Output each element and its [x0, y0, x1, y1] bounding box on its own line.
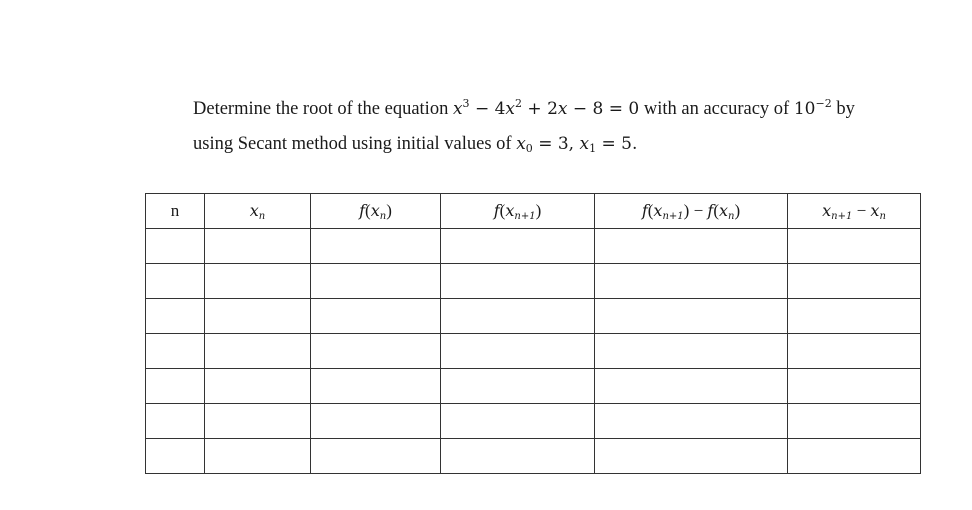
- problem-statement: [193, 86, 933, 166]
- header-symbol: f: [641, 200, 648, 220]
- header-subscript: n: [258, 210, 266, 222]
- table-cell: [788, 404, 921, 439]
- table-cell: [595, 299, 788, 334]
- table-cell: [311, 439, 441, 474]
- table-cell: [146, 264, 205, 299]
- header-paren: (: [365, 200, 371, 220]
- table-cell: [146, 439, 205, 474]
- table-row: [146, 404, 921, 439]
- header-f-xn: [311, 194, 441, 229]
- header-subscript: n: [879, 210, 886, 222]
- table-cell: [788, 229, 921, 264]
- table-cell: [311, 334, 441, 369]
- equation-term: − 8 = 0: [567, 99, 640, 119]
- table-cell: [205, 299, 311, 334]
- secant-method-table: [145, 193, 921, 474]
- table-cell: [205, 334, 311, 369]
- equation-variable: x: [452, 99, 463, 119]
- table-cell: [788, 264, 921, 299]
- header-subscript: n+1: [514, 210, 536, 222]
- header-paren: ): [386, 200, 392, 220]
- header-symbol: x: [249, 200, 259, 220]
- table-cell: [311, 229, 441, 264]
- table-cell: [595, 369, 788, 404]
- header-symbol: x: [870, 200, 880, 220]
- header-paren: ): [734, 200, 741, 220]
- header-operator: −: [852, 200, 871, 220]
- header-symbol: x: [370, 200, 380, 220]
- equation-variable: x: [505, 99, 516, 119]
- table-cell: [788, 439, 921, 474]
- header-subscript: n+1: [831, 210, 853, 222]
- table-cell: [146, 369, 205, 404]
- accuracy-exponent: −2: [815, 97, 832, 110]
- table-cell: [205, 404, 311, 439]
- problem-line-1: [193, 86, 933, 127]
- table-header-row: [146, 194, 921, 229]
- equation-term: + 2: [522, 99, 558, 119]
- header-paren: (: [499, 200, 506, 220]
- equation-exponent: 3: [462, 97, 470, 110]
- problem-text: using Secant method using initial values of: [193, 134, 517, 154]
- header-subscript: n: [379, 210, 387, 222]
- equation-exponent: 2: [515, 97, 523, 110]
- table-cell: [788, 369, 921, 404]
- table-cell: [146, 299, 205, 334]
- problem-text: with an accuracy of: [639, 99, 794, 119]
- initial-value: = 3,: [532, 134, 580, 154]
- header-subscript: n: [728, 210, 735, 222]
- table-cell: [595, 229, 788, 264]
- header-paren: (: [713, 200, 719, 220]
- header-symbol: x: [653, 200, 663, 220]
- table-cell: [595, 439, 788, 474]
- header-f-difference: [595, 194, 788, 229]
- header-x-difference: [788, 194, 921, 229]
- table-cell: [311, 299, 441, 334]
- initial-value: = 5.: [596, 134, 638, 154]
- table-body: [146, 229, 921, 474]
- equation-term: − 4: [469, 99, 506, 119]
- header-n: n: [146, 194, 205, 229]
- table-row: [146, 229, 921, 264]
- table-cell: [205, 369, 311, 404]
- table-cell: [441, 369, 595, 404]
- equation-variable: x: [557, 99, 568, 119]
- table-cell: [441, 229, 595, 264]
- table-cell: [595, 334, 788, 369]
- table-row: [146, 439, 921, 474]
- header-paren: ): [535, 200, 542, 220]
- table-cell: [311, 369, 441, 404]
- initial-value-subscript: 1: [589, 142, 597, 155]
- table-cell: [146, 229, 205, 264]
- header-paren: ): [683, 200, 690, 220]
- header-operator: −: [689, 200, 708, 220]
- table-cell: [311, 264, 441, 299]
- header-symbol: x: [719, 200, 729, 220]
- table-cell: [441, 264, 595, 299]
- table-cell: [441, 334, 595, 369]
- initial-value-variable: x: [579, 134, 590, 154]
- table-cell: [595, 264, 788, 299]
- problem-text: Determine the root of the equation: [193, 99, 453, 119]
- table-row: [146, 334, 921, 369]
- header-subscript: n+1: [662, 210, 684, 222]
- table-row: [146, 369, 921, 404]
- problem-line-2: [193, 127, 933, 166]
- initial-value-subscript: 0: [525, 142, 533, 155]
- header-symbol: f: [707, 200, 714, 220]
- table-cell: [788, 334, 921, 369]
- problem-text: by: [831, 99, 855, 119]
- table-cell: [441, 299, 595, 334]
- table-cell: [441, 439, 595, 474]
- header-symbol: f: [493, 200, 500, 220]
- header-xn: [205, 194, 311, 229]
- table-cell: [146, 404, 205, 439]
- table-cell: [205, 229, 311, 264]
- table-cell: [595, 404, 788, 439]
- table-row: [146, 264, 921, 299]
- table-cell: [441, 404, 595, 439]
- header-symbol: x: [822, 200, 832, 220]
- table-cell: [205, 439, 311, 474]
- accuracy-base: 10: [793, 99, 816, 119]
- header-symbol: f: [359, 200, 366, 220]
- header-paren: (: [647, 200, 654, 220]
- initial-value-variable: x: [516, 134, 526, 154]
- header-f-xn1: [441, 194, 595, 229]
- table-cell: [788, 299, 921, 334]
- header-symbol: x: [505, 200, 515, 220]
- table-row: [146, 299, 921, 334]
- table-cell: [205, 264, 311, 299]
- table-cell: [311, 404, 441, 439]
- table-cell: [146, 334, 205, 369]
